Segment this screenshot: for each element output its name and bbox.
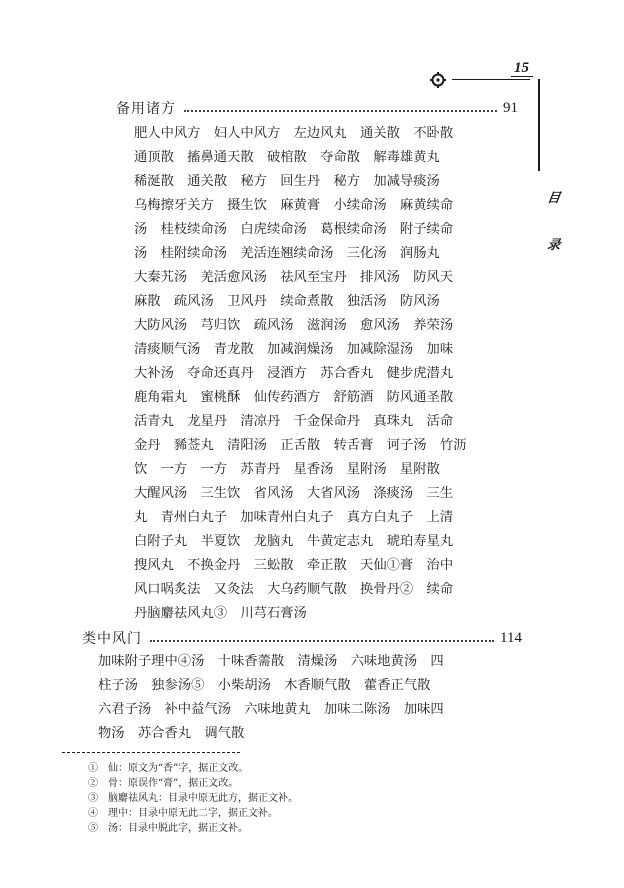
toc-entry-leizhongfeng[interactable] <box>82 628 522 648</box>
toc-entry-beiyong[interactable] <box>116 98 518 118</box>
text-line: 大防风汤 芎归饮 疏风汤 滋润汤 愈风汤 养荣汤 <box>134 318 454 333</box>
text-line: 大补汤 夺命还真丹 浸酒方 苏合香丸 健步虎潜丸 <box>134 366 454 381</box>
text-line: 六君子汤 补中益气汤 六味地黄丸 加味二陈汤 加味四 <box>98 702 444 717</box>
text-line: 通顶散 搐鼻通天散 破棺散 夺命散 解毒雄黄丸 <box>134 150 440 165</box>
text-line: 白附子丸 半夏饮 龙脑丸 牛黄定志丸 琥珀寿星丸 <box>134 534 454 549</box>
text-line: 丸 青州白丸子 加味青州白丸子 真方白丸子 上清 <box>134 510 454 525</box>
text-line: 清痰顺气汤 青龙散 加减润燥汤 加减除湿汤 加味 <box>134 342 454 357</box>
text-line: 鹿角霜丸 蜜桃酥 仙传药酒方 舒筋酒 防风通圣散 <box>134 390 454 405</box>
toc-page-number: 91 <box>503 99 518 116</box>
text-line: 搜风丸 不换金丹 三蚣散 牵正散 天仙①膏 治中 <box>134 558 454 573</box>
flower-ornament-icon <box>429 71 447 89</box>
text-line: 大醒风汤 三生饮 省风汤 大省风汤 涤痰汤 三生 <box>134 486 454 501</box>
text-line: 活青丸 龙星丹 清凉丹 千金保命丹 真珠丸 活命 <box>134 414 454 429</box>
text-line: 稀涎散 通关散 秘方 回生丹 秘方 加减导痰汤 <box>134 174 440 189</box>
footnote: ① 仙：原文为“香”字，据正文改。 <box>88 763 249 774</box>
text-line: 金丹 豨莶丸 清阳汤 正舌散 转舌膏 诃子汤 竹沥 <box>134 438 467 453</box>
text-line: 汤 桂枝续命汤 白虎续命汤 葛根续命汤 附子续命 <box>134 222 454 237</box>
text-line: 麻散 疏风汤 卫风丹 续命煮散 独活汤 防风汤 <box>134 294 440 309</box>
side-rule <box>538 79 540 171</box>
toc-page-number: 114 <box>500 629 522 646</box>
text-line: 乌梅擦牙关方 摄生饮 麻黄膏 小续命汤 麻黄续命 <box>134 198 454 213</box>
footnote: ④ 理中：目录中原无此二字，据正文补。 <box>88 808 278 819</box>
toc-title: 类中风门 <box>82 631 142 647</box>
toc-leader-dots <box>184 110 497 112</box>
toc-leader-dots <box>150 640 494 642</box>
text-line: 肥人中风方 妇人中风方 左边风丸 通关散 不卧散 <box>134 126 454 141</box>
text-line: 风口㖞炙法 又灸法 大乌药顺气散 换骨丹② 续命 <box>134 582 454 597</box>
text-line: 柱子汤 独参汤⑤ 小柴胡汤 木香顺气散 藿香正气散 <box>98 678 431 693</box>
footnote: ⑤ 汤：目录中脱此字，据正文补。 <box>88 823 248 834</box>
text-line: 大秦艽汤 羌活愈风汤 祛风至宝丹 排风汤 防风天 <box>134 270 454 285</box>
text-line: 汤 桂附续命汤 羌活连翘续命汤 三化汤 润肠丸 <box>134 246 440 261</box>
text-line: 加味附子理中④汤 十味香薷散 清燥汤 六味地黄汤 四 <box>98 654 444 669</box>
footnote: ③ 脑麝祛风丸：目录中原无此方，据正文补。 <box>88 793 298 804</box>
footnote: ② 骨：原误作“膏”，据正文改。 <box>88 778 239 789</box>
footnote-divider <box>62 752 240 753</box>
text-line: 饮 一方 一方 苏青丹 星香汤 星附汤 星附散 <box>134 462 440 477</box>
text-line: 物汤 苏合香丸 调气散 <box>98 726 245 741</box>
side-label-mu: 目 <box>546 191 562 206</box>
page-number: 15 <box>514 60 529 76</box>
side-label-lu: 录 <box>546 238 562 253</box>
toc-title: 备用诸方 <box>116 101 176 117</box>
text-line: 丹脑麝祛风丸③ 川芎石膏汤 <box>134 606 307 621</box>
header-rule <box>452 79 530 80</box>
